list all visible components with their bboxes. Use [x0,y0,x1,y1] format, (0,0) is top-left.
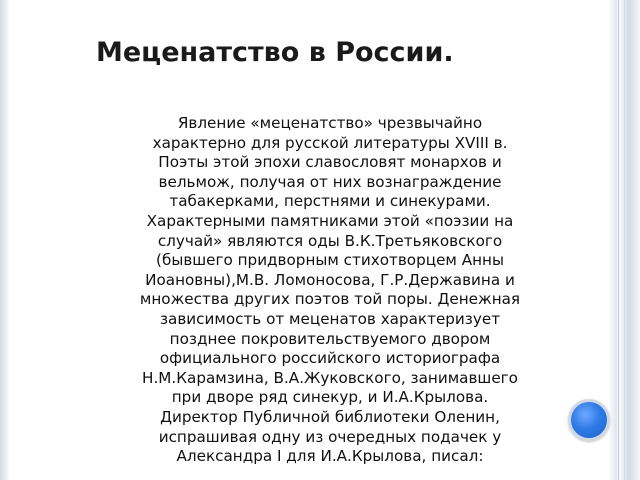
left-decorative-bar [0,0,10,480]
body-line: позднее покровительствуемого двором [169,329,491,348]
right-decorative-line [618,0,619,480]
body-line: зависимость от меценатов характеризует [159,309,501,328]
body-line: множества других поэтов той поры. Денежная [139,290,521,309]
body-line: Характерными памятниками этой «поэзии на [146,211,514,230]
body-line: вельмож, получая от них вознаграждение [158,172,502,191]
body-line: при дворе ряд синекур, и И.А.Крылова. [171,388,489,407]
body-line: случай» являются оды В.К.Третьяковского [157,231,503,250]
slide-body-text [100,114,560,467]
right-decorative-line-2 [624,0,625,480]
body-line: характерно для русской литературы XVIII в. [152,133,508,152]
body-line: Директор Публичной библиотеки Оленин, [160,407,500,426]
body-line: Александра I для И.А.Крылова, писал: [176,447,484,466]
body-line: Н.М.Карамзина, В.А.Жуковского, занимавшего [142,368,518,387]
body-line: Явление «меценатство» чрезвычайно [177,114,483,132]
body-line: официального российского историографа [159,349,501,368]
blue-circle-decoration [568,399,610,441]
body-line: Поэты этой эпохи славословят монархов и [158,153,502,172]
body-line: табакерками, перстнями и синекурами. [169,192,491,211]
slide-title: Меценатство в России. [96,37,454,68]
body-line: (бывшего придворным стихотворцем Анны [156,251,504,270]
body-line: Иоановны),М.В. Ломоносова, Г.Р.Державина и [145,270,515,289]
body-line: испрашивая одну из очередных подачек у [158,427,502,446]
